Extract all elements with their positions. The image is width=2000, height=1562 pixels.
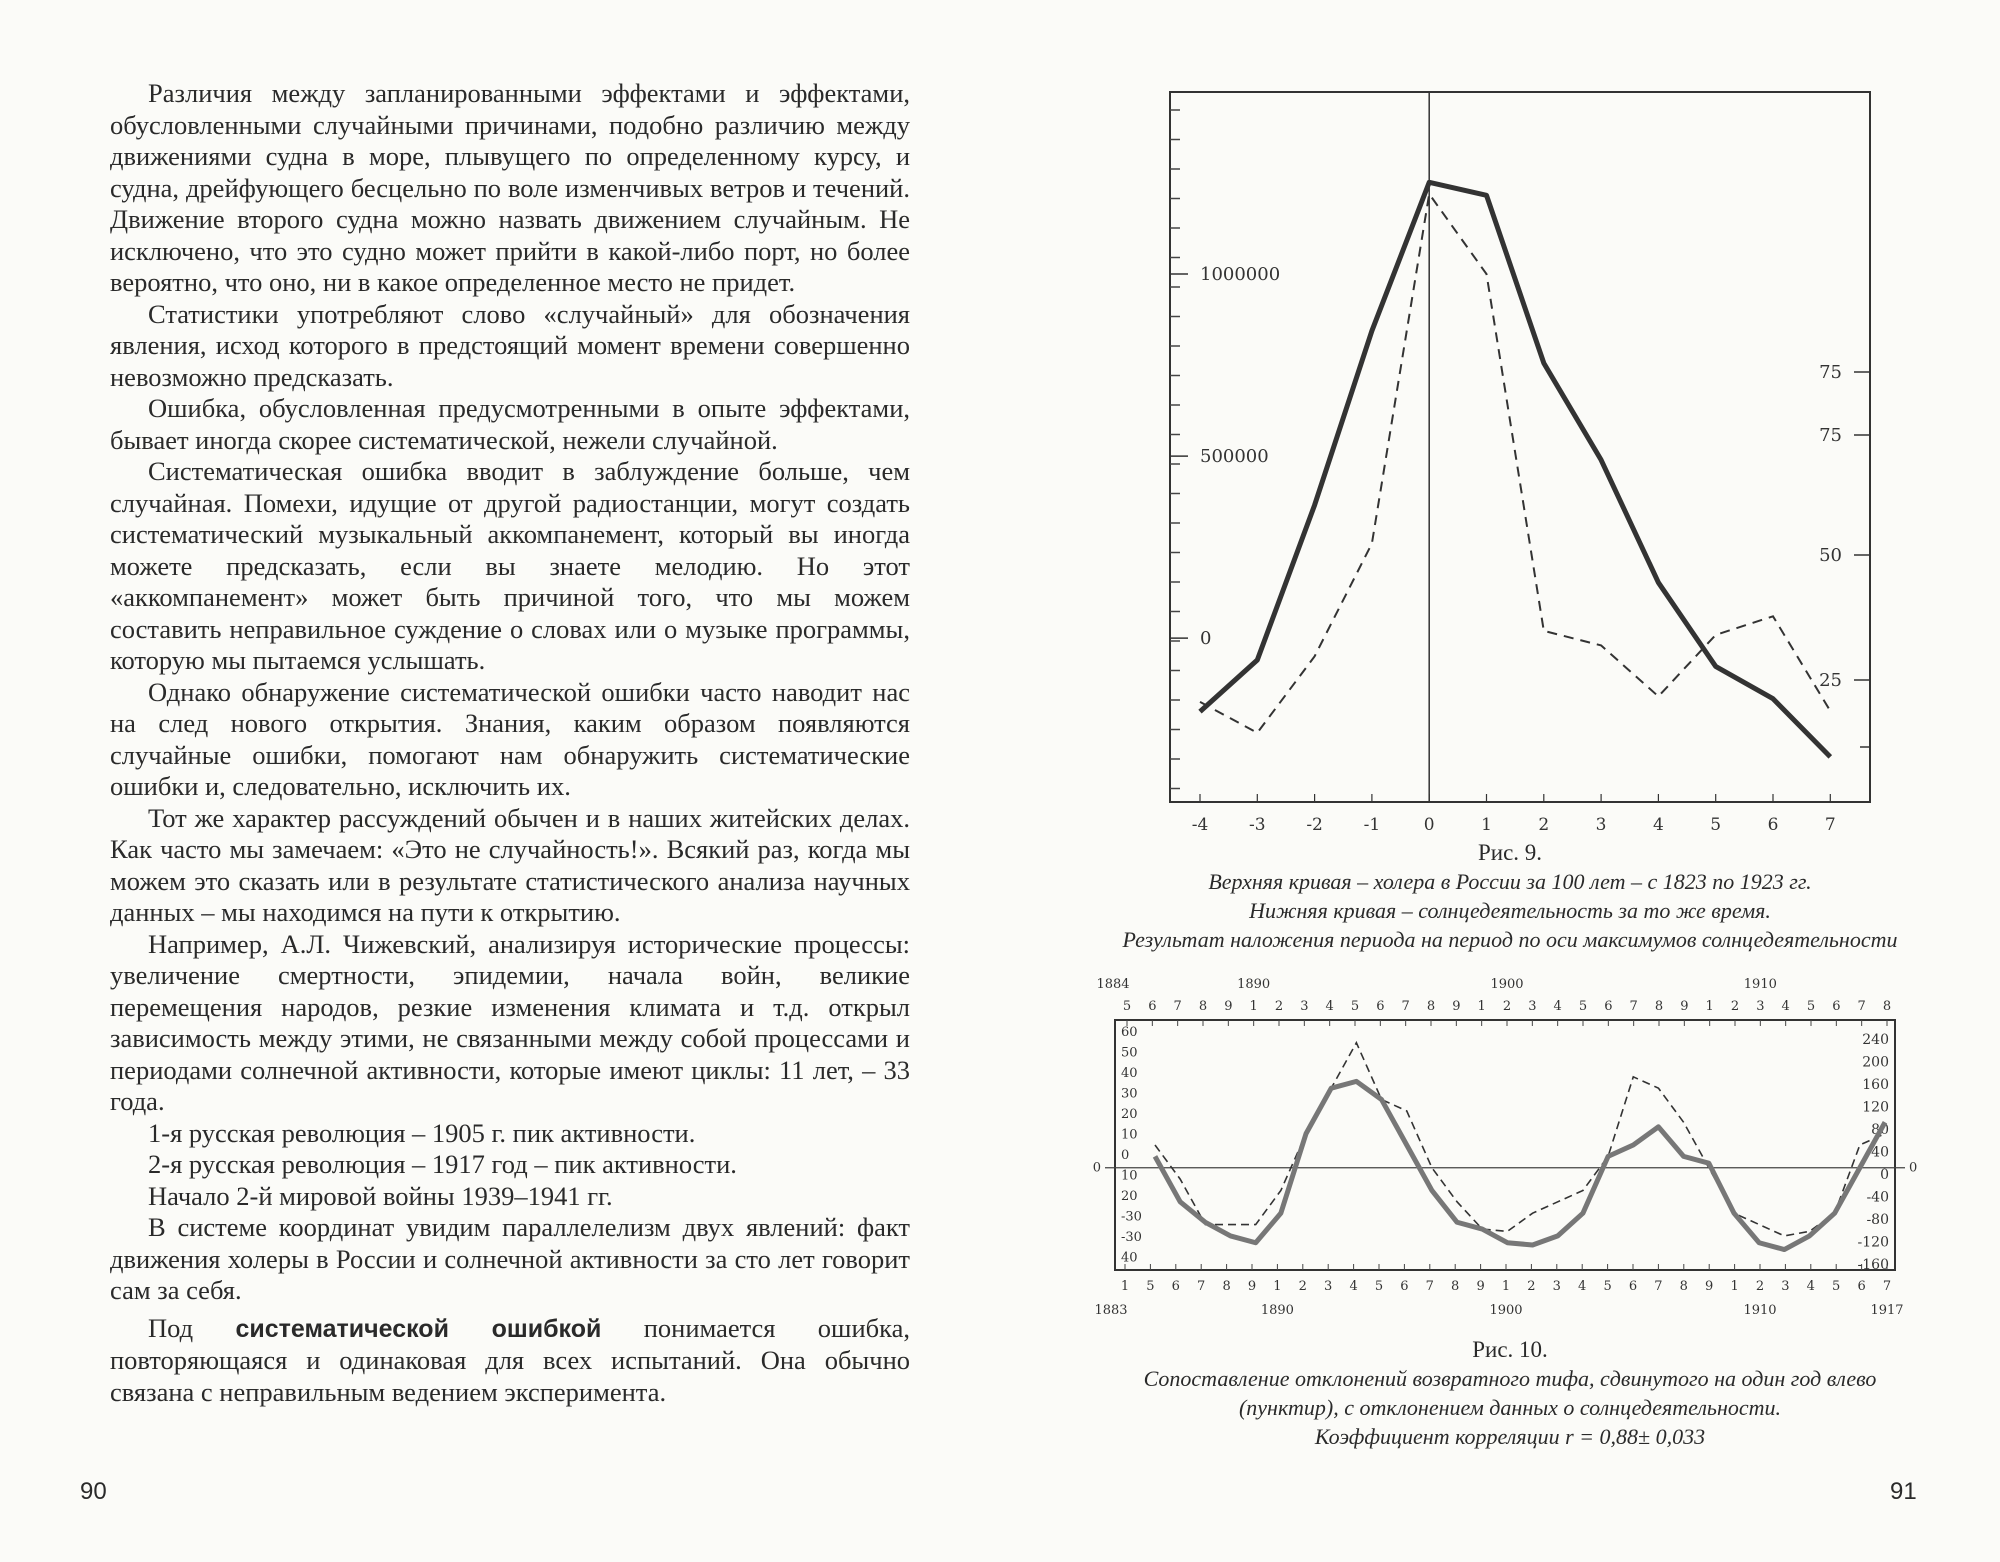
paragraph: Начало 2-й мировой войны 1939–1941 гг. (148, 1180, 613, 1211)
left-axis-label: 0 (1121, 1148, 1130, 1163)
definition-prefix: Под (148, 1312, 236, 1343)
bottom-digit-label: 1 (1120, 1279, 1130, 1294)
top-digit-label: 8 (1654, 999, 1664, 1014)
paragraph: 1-я русская революция – 1905 г. пик активности. (148, 1117, 696, 1148)
bottom-digit-label: 2 (1298, 1279, 1307, 1294)
bottom-digit-label: 4 (1578, 1279, 1587, 1294)
right-axis-label: 50 (1819, 545, 1842, 566)
left-axis-label: 10 (1121, 1168, 1138, 1184)
page-number-right: 91 (1890, 1478, 1917, 1505)
x-axis-label: -1 (1363, 815, 1381, 835)
figure-10-number: Рис. 10. (1472, 1337, 1548, 1362)
x-axis-label: 4 (1652, 815, 1664, 835)
top-digit-label: 8 (1198, 999, 1208, 1014)
bottom-digit-label: 5 (1374, 1279, 1384, 1294)
bottom-digit-label: 6 (1400, 1279, 1409, 1294)
right-axis-label: 200 (1862, 1054, 1889, 1071)
top-digit-label: 5 (1122, 999, 1132, 1014)
left-axis-label: 10 (1121, 1127, 1138, 1143)
bottom-digit-label: 8 (1451, 1279, 1460, 1294)
definition-paragraph (110, 1313, 910, 1409)
top-year-label: 1890 (1237, 977, 1271, 992)
left-axis-label: 20 (1121, 1107, 1138, 1122)
right-axis-label: -40 (1866, 1189, 1889, 1206)
paragraph: В системе координат увидим параллелелизм двух явлений: факт движения холеры в России и солнечной активности за сто лет говорит сам за себя. (110, 1212, 910, 1305)
left-axis-label: 60 (1121, 1025, 1138, 1040)
top-digit-label: 6 (1148, 999, 1157, 1014)
top-year-label: 1900 (1490, 977, 1524, 992)
paragraph: Однако обнаружение систематической ошибки часто наводит нас на след нового открытия. Знания, каким образом появляются случайные ошибки, помогают нам обнаружить систематические ошибки и, следовательно, исключить их. (110, 676, 910, 801)
top-digit-label: 7 (1629, 999, 1638, 1014)
typhus-dashed-line (1155, 1043, 1885, 1236)
paragraph: Систематическая ошибка вводит в заблуждение больше, чем случайная. Помехи, идущие от другой радиостанции, могут создать систематический музыкальный аккомпанемент, который вы иногда можете предсказать, если вы знаете мелодию. Но этот «аккомпанемент» может быть причиной того, что мы можем составить неправильное суждение о словах или о музыке программы, которую мы пытаемся услышать. (110, 456, 910, 675)
figure-10-chart (1085, 970, 1925, 1330)
x-axis-label: 1 (1481, 815, 1492, 835)
bottom-digit-label: 7 (1425, 1279, 1434, 1294)
paragraph: Например, А.Л. Чижевский, анализируя исторические процессы: увеличение смертности, эпидемии, начала войн, великие перемещения народов, резкие изменения климата и т.д. открыл зависимость между этими, не связанными между собой процессами и периодами солнечной активности, которые имеют циклы: 11 лет, – 33 года. (110, 928, 910, 1116)
bottom-digit-label: 7 (1882, 1279, 1892, 1294)
bottom-year-label: 1910 (1743, 1303, 1777, 1318)
bottom-year-label: 1900 (1489, 1303, 1523, 1318)
right-axis-label: 160 (1862, 1077, 1889, 1093)
top-digit-label: 1 (1249, 999, 1258, 1014)
figure-9-caption-line: Нижняя кривая – солнцедеятельность за то же время. (1249, 898, 1771, 923)
left-axis-label: 50 (1121, 1045, 1138, 1061)
bottom-year-label: 1890 (1260, 1303, 1294, 1318)
bottom-digit-label: 3 (1552, 1279, 1561, 1294)
top-digit-label: 1 (1477, 999, 1486, 1014)
top-digit-label: 8 (1882, 999, 1892, 1014)
bottom-digit-label: 5 (1146, 1279, 1155, 1294)
paragraph: Тот же характер рассуждений обычен и в наших житейских делах. Как часто мы замечаем: «Это не случайность!». Всякий раз, когда мы можем это сказать или в результате статистического анализа научных данных – мы находимся на пути к открытию. (110, 802, 910, 927)
x-axis-label: 2 (1538, 815, 1550, 835)
x-axis-label: -3 (1249, 815, 1266, 835)
right-axis-label: 240 (1862, 1032, 1889, 1048)
top-digit-label: 2 (1502, 999, 1512, 1014)
x-axis-label: 3 (1595, 815, 1607, 835)
bottom-digit-label: 1 (1501, 1279, 1511, 1294)
body-text (110, 78, 910, 1408)
left-axis-label: 40 (1121, 1250, 1138, 1266)
left-axis-label: -30 (1121, 1230, 1142, 1245)
x-axis-label: 7 (1824, 815, 1836, 835)
bottom-digit-label: 6 (1628, 1279, 1638, 1294)
bottom-digit-label: 4 (1349, 1279, 1358, 1294)
figure-10-caption-line: Сопоставление отклонений возвратного тифа, сдвинутого на один год влево (1143, 1366, 1877, 1391)
figure-10-caption (1085, 1335, 1935, 1451)
top-digit-label: 8 (1426, 999, 1436, 1014)
paragraph: 2-я русская революция – 1917 год – пик активности. (148, 1149, 737, 1179)
left-axis-label: 1000000 (1200, 264, 1281, 286)
left-axis-label: 40 (1121, 1066, 1138, 1081)
bottom-digit-label: 8 (1222, 1279, 1231, 1294)
right-axis-label: 120 (1862, 1099, 1889, 1116)
bottom-year-label: 1917 (1870, 1303, 1904, 1318)
paragraph: Различия между запланированными эффектами и эффектами, обусловленными случайными причинами, подобно различию между движениями судна в море, плывущего по определенному курсу, и судна, дрейфующего бесцельно по воле изменчивых ветров и течений. Движение второго судна можно назвать движением случайным. Не исключено, что это судно может прийти в какой-либо порт, но более вероятно, что оно, ни в какое определенное место не придет. (110, 78, 910, 297)
bottom-digit-label: 6 (1857, 1279, 1866, 1294)
figure-9-number: Рис. 9. (1477, 840, 1543, 865)
figure-9-caption-line: Результат наложения периода на период по оси максимумов солнцедеятельности (1122, 927, 1898, 952)
top-digit-label: 6 (1604, 999, 1613, 1014)
top-digit-label: 2 (1274, 999, 1284, 1014)
paragraph: Статистики употребляют слово «случайный» для обозначения явления, исход которого в предстоящий момент времени совершенно невозможно предсказать. (110, 298, 910, 392)
top-digit-label: 6 (1376, 999, 1385, 1014)
bottom-digit-label: 2 (1755, 1279, 1765, 1294)
bottom-digit-label: 2 (1527, 1279, 1536, 1294)
top-digit-label: 5 (1350, 999, 1360, 1014)
solar-activity-solid-line (1200, 182, 1830, 756)
right-axis-label: -160 (1857, 1257, 1889, 1273)
bottom-digit-label: 7 (1654, 1279, 1663, 1294)
bottom-digit-label: 4 (1806, 1279, 1815, 1294)
top-digit-label: 9 (1224, 999, 1233, 1014)
bottom-digit-label: 5 (1832, 1279, 1841, 1294)
bottom-digit-label: 9 (1476, 1279, 1485, 1294)
figure-9-caption-line: Верхняя кривая – холера в России за 100 лет – с 1823 по 1923 гг. (1208, 869, 1812, 894)
bottom-digit-label: 9 (1247, 1279, 1257, 1294)
bottom-digit-label: 9 (1705, 1279, 1714, 1294)
left-axis-label: 30 (1121, 1086, 1138, 1102)
definition-text: понимается ошибка, повторяющаяся и одинаковая для всех испытаний. Она обычно связана с неправильным ведением эксперимента. (110, 1312, 910, 1407)
bottom-digit-label: 8 (1679, 1279, 1688, 1294)
bottom-digit-label: 6 (1171, 1279, 1180, 1294)
top-digit-label: 6 (1832, 999, 1841, 1014)
top-year-label: 1910 (1743, 977, 1777, 992)
left-axis-label: 20 (1121, 1189, 1138, 1204)
top-digit-label: 3 (1756, 999, 1765, 1014)
top-digit-label: 5 (1806, 999, 1816, 1014)
top-digit-label: 2 (1730, 999, 1740, 1014)
top-digit-label: 5 (1578, 999, 1588, 1014)
top-digit-label: 9 (1680, 999, 1689, 1014)
right-axis-label: 75 (1819, 425, 1842, 446)
top-digit-label: 1 (1705, 999, 1714, 1014)
top-digit-label: 3 (1528, 999, 1537, 1014)
figure-10-caption-line: Коэффициент корреляции r = 0,88± 0,033 (1314, 1424, 1706, 1449)
bottom-digit-label: 1 (1273, 1279, 1282, 1294)
right-axis-label: 40 (1871, 1144, 1889, 1161)
x-axis-label: 5 (1710, 815, 1722, 835)
top-digit-label: 4 (1781, 999, 1790, 1014)
definition-term: систематической ошибкой (235, 1314, 602, 1343)
zero-label-right: 0 (1909, 1160, 1918, 1176)
right-axis-label: 0 (1880, 1167, 1889, 1183)
bottom-digit-label: 7 (1197, 1279, 1206, 1294)
figure-9-chart (1140, 82, 1880, 838)
x-axis-label: -4 (1191, 815, 1209, 835)
figure-9-caption (1085, 838, 1935, 954)
solar-activity-solid-line (1155, 1081, 1885, 1249)
right-axis-label: 25 (1819, 670, 1842, 691)
right-axis-label: 75 (1819, 362, 1842, 383)
top-digit-label: 7 (1173, 999, 1182, 1014)
bottom-digit-label: 1 (1730, 1279, 1739, 1294)
x-axis-label: 0 (1423, 815, 1435, 835)
zero-label-left: 0 (1092, 1160, 1101, 1176)
page-number-left: 90 (80, 1478, 107, 1505)
bottom-digit-label: 3 (1324, 1279, 1333, 1294)
top-year-label: 1884 (1096, 977, 1130, 992)
left-axis-label: 500000 (1200, 446, 1269, 468)
right-axis-label: -120 (1857, 1234, 1889, 1251)
right-axis-label: 80 (1871, 1122, 1889, 1138)
left-axis-label: 0 (1200, 628, 1212, 650)
bottom-digit-label: 3 (1781, 1279, 1790, 1294)
x-axis-label: -2 (1306, 815, 1323, 835)
x-axis-label: 6 (1767, 815, 1779, 835)
left-axis-label: -30 (1121, 1209, 1142, 1225)
top-digit-label: 4 (1553, 999, 1562, 1014)
right-axis-label: -80 (1866, 1212, 1889, 1228)
top-digit-label: 3 (1300, 999, 1309, 1014)
top-digit-label: 4 (1325, 999, 1334, 1014)
bottom-digit-label: 5 (1603, 1279, 1612, 1294)
top-digit-label: 7 (1401, 999, 1410, 1014)
bottom-year-label: 1883 (1094, 1303, 1128, 1318)
figure-10-caption-line: (пунктир), с отклонением данных о солнцедеятельности. (1238, 1395, 1782, 1420)
top-digit-label: 9 (1452, 999, 1461, 1014)
top-digit-label: 7 (1857, 999, 1866, 1014)
paragraph: Ошибка, обусловленная предусмотренными в опыте эффектами, бывает иногда скорее систематической, нежели случайной. (110, 393, 910, 455)
